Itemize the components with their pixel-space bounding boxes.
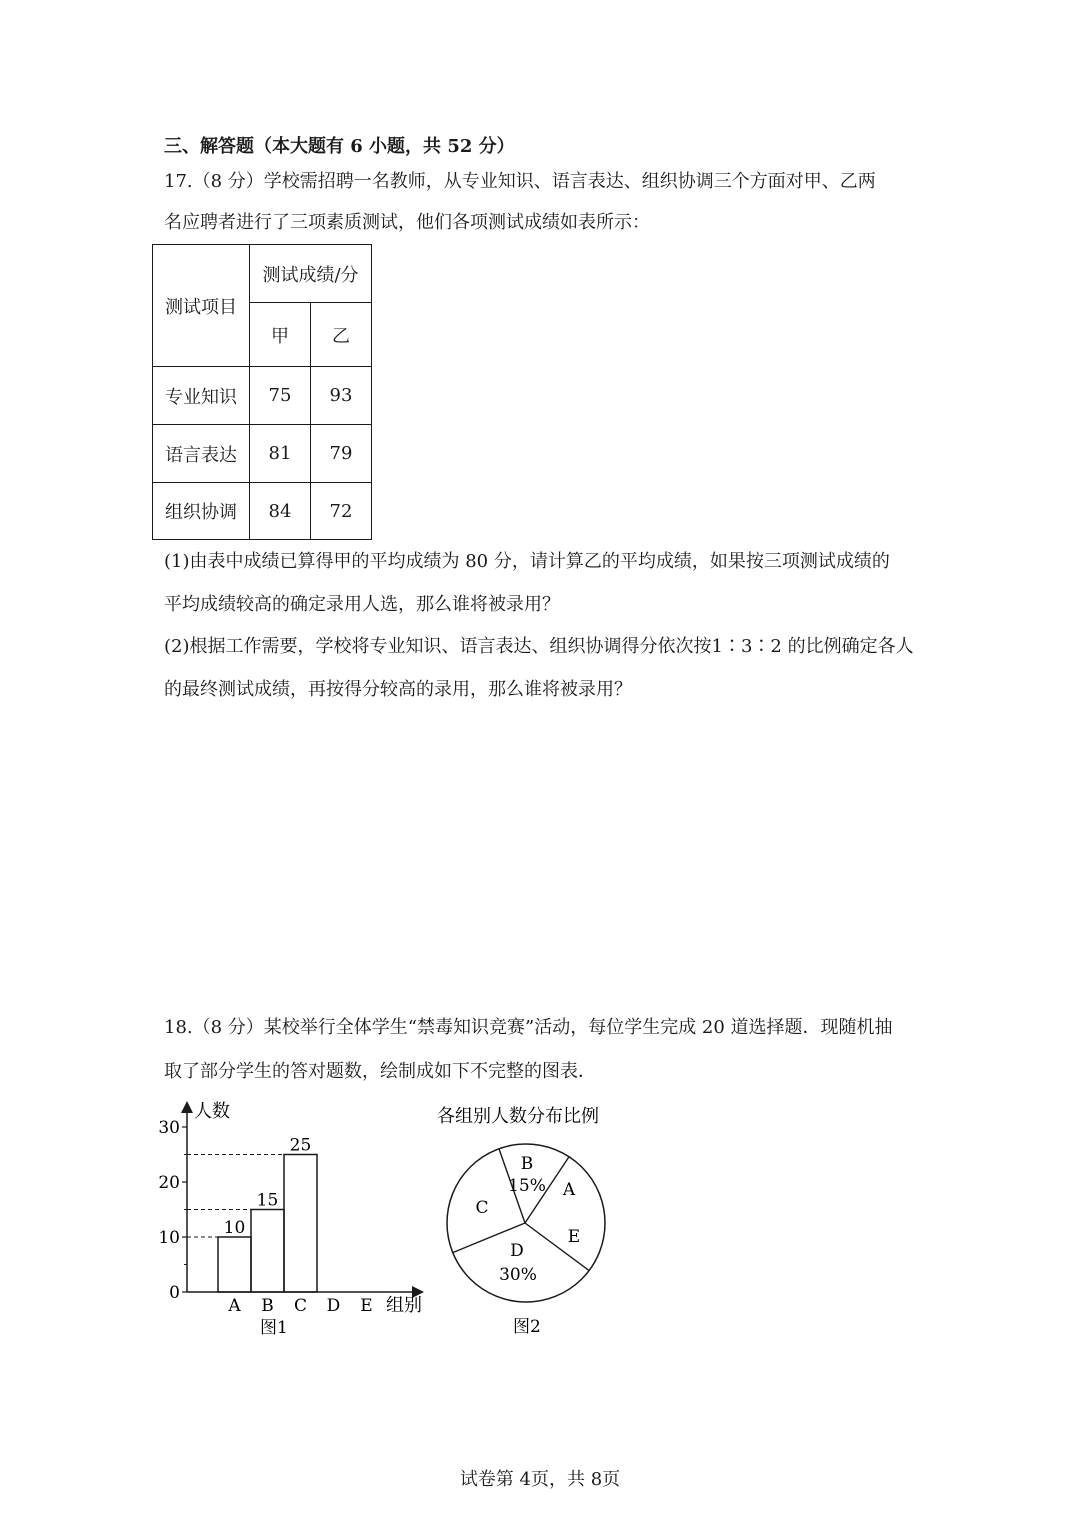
x-tick-label: B [261,1296,274,1316]
q17-part2-line1: (2)根据工作需要，学校将专业知识、语言表达、组织协调得分依次按1∶3∶2 的比例确定各人 [164,636,914,657]
section-title: 三、解答题（本大题有 6 小题，共 52 分） [164,136,515,157]
bar-value-label: 10 [223,1218,246,1238]
pie-percent-D: 30% [499,1265,537,1285]
q17-part2-line2: 的最终测试成绩，再按得分较高的录用，那么谁将被录用？ [164,679,632,700]
x-tick-label: C [293,1296,308,1316]
pie-chart [430,1100,630,1350]
table-cell-yi: 79 [311,425,372,483]
pie-label-B: B [520,1154,534,1174]
x-axis-label: 组别 [386,1295,422,1316]
x-tick-label: A [228,1296,241,1316]
bar-value-label: 15 [256,1190,279,1211]
table-cell-item: 语言表达 [153,425,250,483]
score-table [152,244,372,540]
table-cell-item: 专业知识 [153,367,250,425]
pie-label-A: A [562,1180,576,1200]
table-row [153,367,372,425]
y-tick-label: 0 [169,1283,180,1303]
table-header-item: 测试项目 [153,245,250,367]
pie-title: 各组别人数分布比例 [437,1106,599,1127]
table-cell-jia: 84 [250,483,311,540]
figure2-caption: 图2 [513,1317,541,1337]
q17-part1-line2: 平均成绩较高的确定录用人选，那么谁将被录用？ [164,594,560,615]
table-header-score: 测试成绩/分 [250,245,372,303]
table-cell-yi: 72 [311,483,372,540]
y-tick-label: 10 [158,1228,180,1248]
table-cell-yi: 93 [311,367,372,425]
table-row [153,425,372,483]
q17-stem-line2: 名应聘者进行了三项素质测试，他们各项测试成绩如表所示： [164,212,650,233]
y-tick-label: 30 [158,1118,180,1138]
bar-A [218,1237,251,1292]
q18-stem-line2: 取了部分学生的答对题数，绘制成如下不完整的图表． [164,1061,596,1082]
bar-chart [150,1095,440,1345]
figure1-caption: 图1 [260,1318,288,1338]
pie-label-E: E [567,1227,581,1247]
pie-label-D: D [510,1241,524,1261]
page-footer: 试卷第 4页，共 8页 [459,1469,621,1490]
pie-label-C: C [475,1198,489,1218]
q18-stem-line1: 18.（8 分）某校举行全体学生“禁毒知识竞赛”活动，每位学生完成 20 道选择题．现随机抽 [164,1017,893,1038]
bar-C [284,1155,317,1293]
y-axis-label: 人数 [194,1101,230,1122]
bar-value-label: 25 [289,1135,312,1156]
q17-stem-line1: 17.（8 分）学校需招聘一名教师，从专业知识、语言表达、组织协调三个方面对甲、乙两 [164,171,876,192]
table-header-yi: 乙 [311,303,372,367]
q17-part1-line1: (1)由表中成绩已算得甲的平均成绩为 80 分，请计算乙的平均成绩，如果按三项测试成绩的 [164,551,890,572]
table-cell-item: 组织协调 [153,483,250,540]
y-tick-label: 20 [158,1173,180,1193]
table-cell-jia: 75 [250,367,311,425]
table-header-jia: 甲 [250,303,311,367]
table-cell-jia: 81 [250,425,311,483]
table-row [153,483,372,540]
x-tick-label: E [360,1296,373,1316]
x-tick-label: D [326,1296,341,1316]
pie-percent-B: 15% [508,1176,546,1196]
bar-B [251,1210,284,1293]
